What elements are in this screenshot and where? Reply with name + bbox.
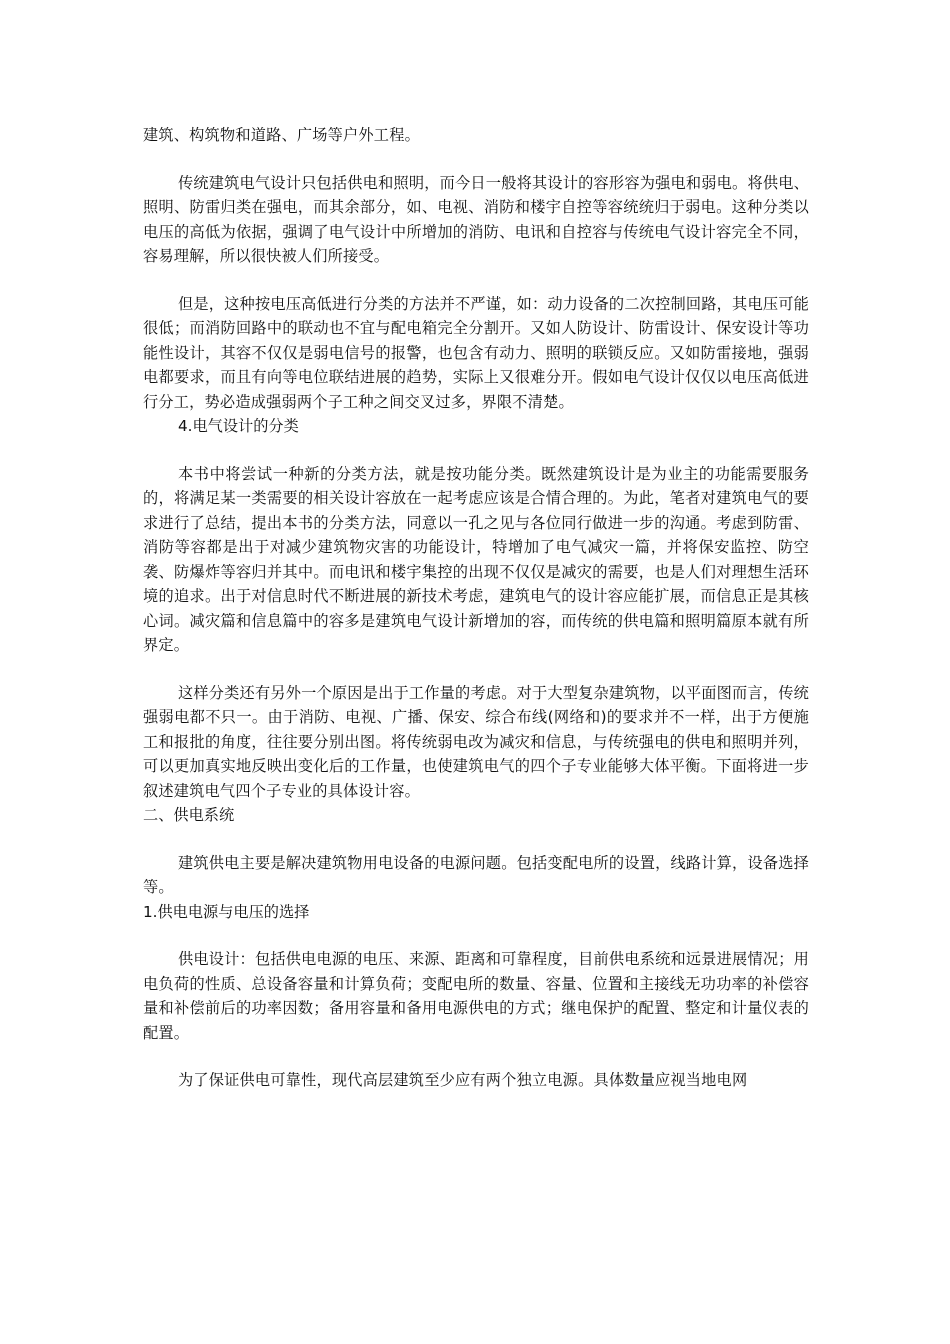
paragraph-reliability: 为了保证供电可靠性，现代高层建筑至少应有两个独立电源。具体数量应视当地电网 — [178, 1071, 748, 1089]
paragraph-workload-reason: 这样分类还有另外一个原因是出于工作量的考虑。对于大型复杂建筑物，以平面图而言，传统强弱电都不只一。由于消防、电视、广播、保安、综合布线(网络和)的要求并不一样，出于方便施工和报批的角度，往往要分别出图。将传统弱电改为减灾和信息，与传统强电的供电和照明并列，可以更加真实地反映出变化后的工作量，也使建筑电气的四个子专业能够大体平衡。下面将进一步叙述建筑电气四个子专业的具体设计容。 — [143, 683, 809, 800]
paragraph-traditional-design: 传统建筑电气设计只包括供电和照明，而今日一般将其设计的容形容为强电和弱电。将供电、照明、防雷归类在强电，而其余部分，如、电视、消防和楼宇自控等容统统归于弱电。这种分类以电压的高低为依据，强调了电气设计中所增加的消防、电讯和自控容与传统电气设计容完全不同，容易理解，所以很快被人们所接受。 — [143, 173, 809, 265]
paragraph-voltage-classification: 但是，这种按电压高低进行分类的方法并不严谨，如：动力设备的二次控制回路，其电压可能很低；而消防回路中的联动也不宜与配电箱完全分割开。又如人防设计、防雷设计、保安设计等功能性设计，其容不仅仅是弱电信号的报警，也包含有动力、照明的联锁反应。又如防雷接地，强弱电都要求，而且有向等电位联结进展的趋势，实际上又很难分开。假如电气设计仅仅以电压高低进行分工，势必造成强弱两个子工种之间交叉过多，界限不清楚。 — [143, 294, 809, 411]
heading-power-source-voltage-selection: 1.供电电源与电压的选择 — [143, 902, 310, 921]
paragraph-outdoor-works: 建筑、构筑物和道路、广场等户外工程。 — [143, 126, 420, 144]
heading-power-supply-system: 二、供电系统 — [143, 806, 235, 824]
paragraph-functional-classification: 本书中将尝试一种新的分类方法，就是按功能分类。既然建筑设计是为业主的功能需要服务的，将满足某一类需要的相关设计容放在一起考虑应该是合情合理的。为此，笔者对建筑电气的要求进行了总结，提出本书的分类方法，同意以一孔之见与各位同行做进一步的沟通。考虑到防雷、消防等容都是出于对减少建筑物灾害的功能设计，特增加了电气减灾一篇，并将保安监控、防空袭、防爆炸等容归并其中。而电讯和楼宇集控的出现不仅仅是减灾的需要，也是人们对理想生活环境的追求。出于对信息时代不断进展的新技术考虑，建筑电气的设计容应能扩展，而信息正是其核心词。减灾篇和信息篇中的容多是建筑电气设计新增加的容，而传统的供电篇和照明篇原本就有所界定。 — [143, 464, 809, 654]
paragraph-power-supply-design: 供电设计：包括供电电源的电压、来源、距离和可靠程度，目前供电系统和远景进展情况；用电负荷的性质、总设备容量和计算负荷；变配电所的数量、容量、位置和主接线无功功率的补偿容量和补偿前后的功率因数；备用容量和备用电源供电的方式；继电保护的配置、整定和计量仪表的配置。 — [143, 950, 809, 1042]
document-body — [143, 123, 809, 1093]
heading-electrical-design-classification: 4.电气设计的分类 — [178, 417, 299, 435]
paragraph-building-power-supply: 建筑供电主要是解决建筑物用电设备的电源问题。包括变配电所的设置，线路计算，设备选择等。 — [143, 853, 809, 896]
